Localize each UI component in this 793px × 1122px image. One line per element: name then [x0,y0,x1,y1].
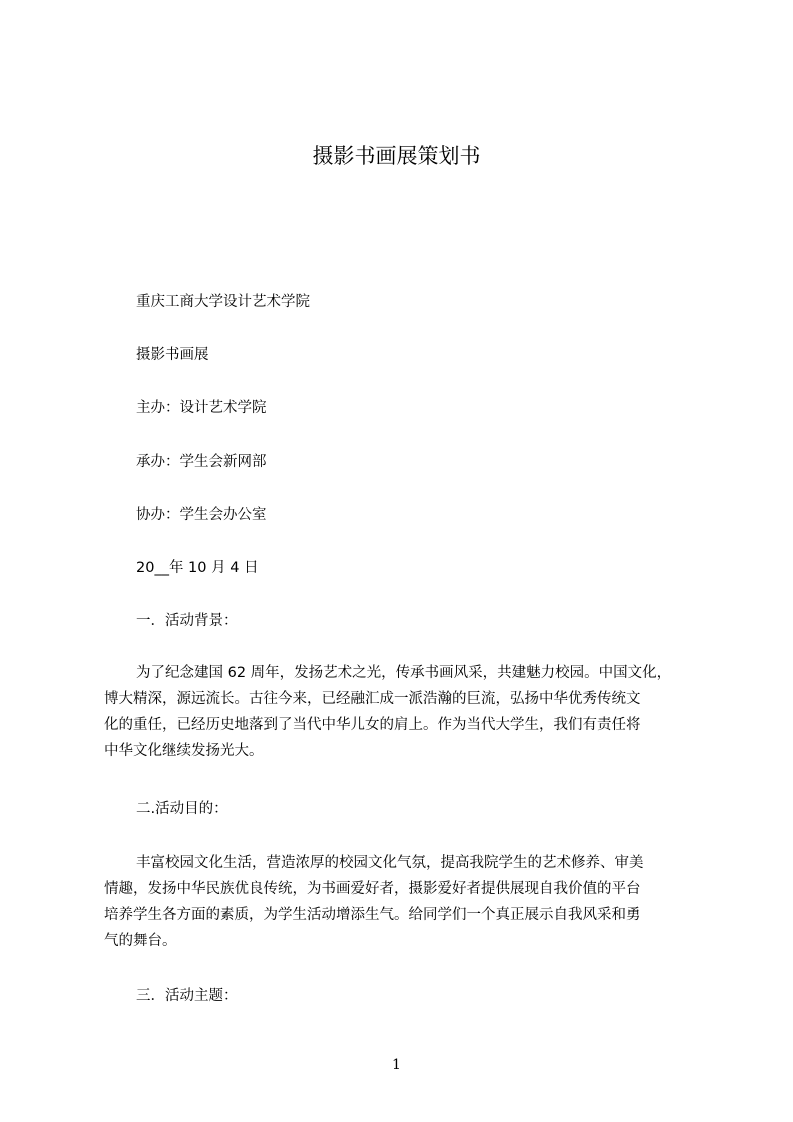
organizer-school: 重庆工商大学设计艺术学院 [136,294,310,310]
paragraph-line: 丰富校园文化生活，营造浓厚的校园文化气氛，提高我院学生的艺术修养、审美 [136,855,644,871]
page-number: 1 [392,1057,401,1073]
document-title: 摄影书画展策划书 [312,144,481,168]
event-name: 摄影书画展 [136,347,209,363]
section-heading-background: 一．活动背景： [136,613,238,629]
paragraph-line: 气的舞台。 [104,933,177,949]
paragraph-line: 培养学生各方面的素质，为学生活动增添生气。给同学们一个真正展示自我风采和勇 [104,907,641,923]
undertaker-line: 承办：学生会新网部 [136,454,267,470]
co-organizer-line: 协办：学生会办公室 [136,507,267,523]
section-heading-theme: 三．活动主题： [136,988,238,1004]
section-body-background [104,660,716,764]
section-heading-purpose: 二.活动目的： [136,801,228,817]
section-body-purpose [104,850,716,954]
host-line: 主办：设计艺术学院 [136,400,267,416]
date-line: 20__年 10 月 4 日 [136,560,259,576]
paragraph-line: 情趣，发扬中华民族优良传统，为书画爱好者，摄影爱好者提供展现自我价值的平台 [104,881,641,897]
paragraph-line: 化的重任，已经历史地落到了当代中华儿女的肩上。作为当代大学生，我们有责任将 [104,717,641,733]
paragraph-line: 为了纪念建国 62 周年，发扬艺术之光，传承书画风采，共建魅力校园。中国文化， [136,665,672,681]
paragraph-line: 博大精深，源远流长。古往今来，已经融汇成一派浩瀚的巨流，弘扬中华优秀传统文 [104,691,641,707]
paragraph-line: 中华文化继续发扬光大。 [104,743,264,759]
